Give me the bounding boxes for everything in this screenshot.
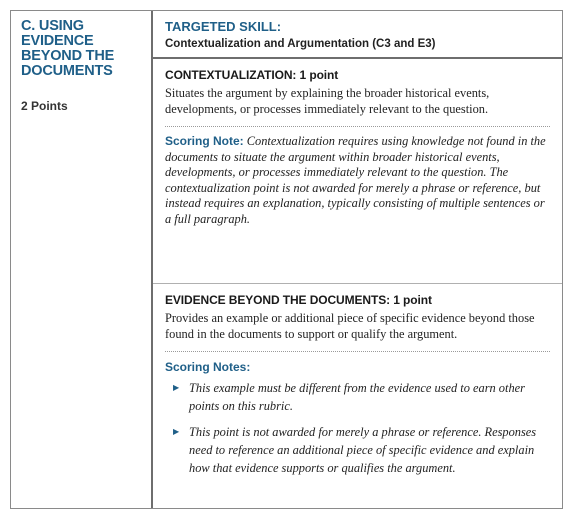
evidence-heading: EVIDENCE BEYOND THE DOCUMENTS: 1 point <box>165 293 432 307</box>
list-item <box>165 423 550 477</box>
section-points: 2 Points <box>21 99 68 113</box>
rubric-table <box>10 10 563 509</box>
criteria-column <box>153 11 562 508</box>
evidence-block <box>153 284 562 508</box>
contextualization-heading: CONTEXTUALIZATION: 1 point <box>165 68 339 82</box>
contextualization-description: Situates the argument by explaining the broader historical events, developments, or processes immediately relevant to the question. <box>165 86 490 116</box>
scoring-note-item: This example must be different from the evidence used to earn other points on this rubric. <box>189 381 525 413</box>
scoring-note-label: Scoring Note: <box>165 134 244 148</box>
contextualization-block <box>153 59 562 284</box>
triangle-right-icon: ▶ <box>173 427 180 436</box>
triangle-right-icon: ▶ <box>173 383 180 392</box>
dotted-divider <box>165 351 550 352</box>
scoring-notes-list <box>165 379 550 477</box>
targeted-skill-value: Contextualization and Argumentation (C3 and E3) <box>165 38 436 50</box>
scoring-note-text: Contextualization requires using knowledge not found in the documents to situate the argument within broader historical events, developments, or processes immediately relevant to the question. The contextualization point is not awarded for merely a phrase or reference, but instead requires an explanation, typically consisting of multiple sentences or a full paragraph. <box>165 134 546 226</box>
targeted-skill-header <box>153 11 562 59</box>
targeted-skill-label: TARGETED SKILL: <box>165 19 282 34</box>
list-item <box>165 379 550 415</box>
section-column <box>11 11 153 508</box>
dotted-divider <box>165 126 550 127</box>
section-title: C. USING EVIDENCE BEYOND THE DOCUMENTS <box>21 18 115 79</box>
contextualization-scoring-note <box>165 134 550 227</box>
scoring-notes-label: Scoring Notes: <box>165 360 251 374</box>
evidence-description: Provides an example or additional piece of specific evidence beyond those found in the documents to support or qualify the argument. <box>165 311 535 341</box>
scoring-note-item: This point is not awarded for merely a phrase or reference. Responses need to reference an additional piece of specific evidence and explain how that evidence supports or qualifies the argument. <box>189 425 537 475</box>
